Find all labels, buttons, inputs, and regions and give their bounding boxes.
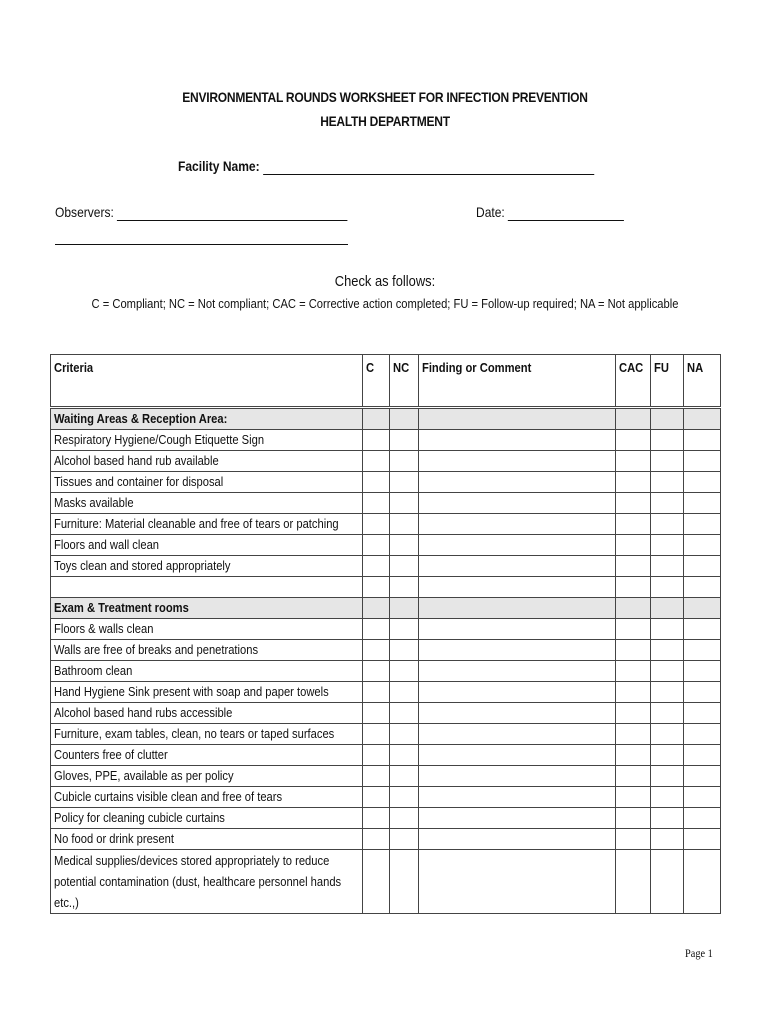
nc-cell[interactable] <box>390 661 419 682</box>
blank-row <box>51 577 721 598</box>
table-row <box>51 703 721 724</box>
criteria-cell <box>51 808 363 829</box>
cac-cell[interactable] <box>616 619 651 640</box>
rounds-table-wrapper <box>50 354 720 914</box>
c-cell[interactable] <box>363 682 390 703</box>
c-cell[interactable] <box>363 787 390 808</box>
nc-cell[interactable] <box>390 703 419 724</box>
nc-cell[interactable] <box>390 451 419 472</box>
observers-field[interactable] <box>117 204 347 221</box>
criteria-cell <box>51 640 363 661</box>
cac-cell[interactable] <box>616 472 651 493</box>
cac-cell[interactable] <box>616 451 651 472</box>
section-empty-cell <box>684 598 721 619</box>
table-row <box>51 430 721 451</box>
fu-cell[interactable] <box>651 514 684 535</box>
table-row <box>51 829 721 850</box>
fu-cell[interactable] <box>651 535 684 556</box>
c-cell[interactable] <box>363 703 390 724</box>
na-cell[interactable] <box>684 766 721 787</box>
header-nc: NC <box>390 355 419 408</box>
finding-cell[interactable] <box>419 577 616 598</box>
criteria-cell <box>51 850 363 914</box>
finding-cell[interactable] <box>419 808 616 829</box>
fu-cell[interactable] <box>651 577 684 598</box>
c-cell[interactable] <box>363 640 390 661</box>
finding-cell[interactable] <box>419 724 616 745</box>
section-header-row <box>51 408 721 430</box>
finding-cell[interactable] <box>419 535 616 556</box>
header-cac: CAC <box>616 355 651 408</box>
criteria-cell <box>51 619 363 640</box>
nc-cell[interactable] <box>390 472 419 493</box>
section-empty-cell <box>390 408 419 430</box>
finding-cell[interactable] <box>419 703 616 724</box>
na-cell[interactable] <box>684 619 721 640</box>
criteria-text: Gloves, PPE, available as per policy <box>54 768 234 783</box>
na-cell[interactable] <box>684 535 721 556</box>
finding-cell[interactable] <box>419 451 616 472</box>
criteria-cell <box>51 556 363 577</box>
section-empty-cell <box>684 408 721 430</box>
c-cell[interactable] <box>363 577 390 598</box>
criteria-cell <box>51 430 363 451</box>
section-title-text: Exam & Treatment rooms <box>54 600 189 615</box>
page-number: Page 1 <box>685 946 713 960</box>
c-cell[interactable] <box>363 745 390 766</box>
fu-cell[interactable] <box>651 493 684 514</box>
observers-row <box>55 204 348 221</box>
c-cell[interactable] <box>363 430 390 451</box>
na-cell[interactable] <box>684 724 721 745</box>
cac-cell[interactable] <box>616 787 651 808</box>
fu-cell[interactable] <box>651 640 684 661</box>
criteria-text: Alcohol based hand rubs accessible <box>54 705 233 720</box>
nc-cell[interactable] <box>390 493 419 514</box>
c-cell[interactable] <box>363 493 390 514</box>
cac-cell[interactable] <box>616 577 651 598</box>
c-cell[interactable] <box>363 661 390 682</box>
cac-cell[interactable] <box>616 724 651 745</box>
na-cell[interactable] <box>684 451 721 472</box>
nc-cell[interactable] <box>390 724 419 745</box>
fu-cell[interactable] <box>651 703 684 724</box>
fu-cell[interactable] <box>651 850 684 914</box>
criteria-text: Respiratory Hygiene/Cough Etiquette Sign <box>54 432 265 447</box>
section-empty-cell <box>651 598 684 619</box>
section-empty-cell <box>390 598 419 619</box>
table-header-row <box>51 355 721 408</box>
criteria-text: Counters free of clutter <box>54 747 168 762</box>
header-finding: Finding or Comment <box>419 355 616 408</box>
nc-cell[interactable] <box>390 514 419 535</box>
facility-name-label: Facility Name: <box>178 158 260 174</box>
section-header-row <box>51 598 721 619</box>
na-cell[interactable] <box>684 661 721 682</box>
table-row <box>51 472 721 493</box>
section-empty-cell <box>419 408 616 430</box>
criteria-cell <box>51 472 363 493</box>
c-cell[interactable] <box>363 829 390 850</box>
nc-cell[interactable] <box>390 640 419 661</box>
section-empty-cell <box>616 598 651 619</box>
c-cell[interactable] <box>363 556 390 577</box>
facility-name-row <box>178 158 594 175</box>
cac-cell[interactable] <box>616 682 651 703</box>
nc-cell[interactable] <box>390 682 419 703</box>
header-c: C <box>363 355 390 408</box>
na-cell[interactable] <box>684 430 721 451</box>
cac-cell[interactable] <box>616 640 651 661</box>
section-title <box>51 408 363 430</box>
fu-cell[interactable] <box>651 556 684 577</box>
facility-name-field[interactable] <box>263 158 594 175</box>
nc-cell[interactable] <box>390 787 419 808</box>
fu-cell[interactable] <box>651 766 684 787</box>
criteria-text: Hand Hygiene Sink present with soap and paper towels <box>54 684 329 699</box>
nc-cell[interactable] <box>390 850 419 914</box>
criteria-cell <box>51 745 363 766</box>
section-empty-cell <box>363 598 390 619</box>
finding-cell[interactable] <box>419 430 616 451</box>
criteria-cell <box>51 451 363 472</box>
finding-cell[interactable] <box>419 619 616 640</box>
criteria-text: Furniture, exam tables, clean, no tears or taped surfaces <box>54 726 335 741</box>
criteria-cell <box>51 535 363 556</box>
fu-cell[interactable] <box>651 808 684 829</box>
table-row <box>51 766 721 787</box>
cac-cell[interactable] <box>616 850 651 914</box>
na-cell[interactable] <box>684 577 721 598</box>
c-cell[interactable] <box>363 535 390 556</box>
section-title-text: Waiting Areas & Reception Area: <box>54 411 228 426</box>
criteria-text: Masks available <box>54 495 134 510</box>
criteria-cell <box>51 724 363 745</box>
na-cell[interactable] <box>684 472 721 493</box>
criteria-text: Bathroom clean <box>54 663 133 678</box>
cac-cell[interactable] <box>616 808 651 829</box>
nc-cell[interactable] <box>390 556 419 577</box>
fu-cell[interactable] <box>651 430 684 451</box>
c-cell[interactable] <box>363 619 390 640</box>
criteria-text: Policy for cleaning cubicle curtains <box>54 810 225 825</box>
header-fu: FU <box>651 355 684 408</box>
na-cell[interactable] <box>684 850 721 914</box>
table-row <box>51 556 721 577</box>
fu-cell[interactable] <box>651 724 684 745</box>
nc-cell[interactable] <box>390 766 419 787</box>
cac-cell[interactable] <box>616 430 651 451</box>
fu-cell[interactable] <box>651 745 684 766</box>
na-cell[interactable] <box>684 493 721 514</box>
criteria-text: Furniture: Material cleanable and free of tears or patching <box>54 516 339 531</box>
criteria-cell <box>51 514 363 535</box>
section-title <box>51 598 363 619</box>
fu-cell[interactable] <box>651 829 684 850</box>
c-cell[interactable] <box>363 472 390 493</box>
table-row <box>51 787 721 808</box>
check-instructions-title: Check as follows: <box>334 273 436 290</box>
finding-cell[interactable] <box>419 850 616 914</box>
finding-cell[interactable] <box>419 556 616 577</box>
table-row <box>51 451 721 472</box>
finding-cell[interactable] <box>419 745 616 766</box>
department-title: HEALTH DEPARTMENT <box>320 113 450 129</box>
fu-cell[interactable] <box>651 619 684 640</box>
cac-cell[interactable] <box>616 493 651 514</box>
fu-cell[interactable] <box>651 472 684 493</box>
observers-field-line2[interactable] <box>55 244 348 245</box>
finding-cell[interactable] <box>419 829 616 850</box>
table-row <box>51 640 721 661</box>
nc-cell[interactable] <box>390 535 419 556</box>
section-empty-cell <box>363 408 390 430</box>
cac-cell[interactable] <box>616 829 651 850</box>
section-empty-cell <box>419 598 616 619</box>
worksheet-title: ENVIRONMENTAL ROUNDS WORKSHEET FOR INFECTION PREVENTION <box>182 89 588 105</box>
c-cell[interactable] <box>363 451 390 472</box>
na-cell[interactable] <box>684 682 721 703</box>
nc-cell[interactable] <box>390 619 419 640</box>
finding-cell[interactable] <box>419 766 616 787</box>
cac-cell[interactable] <box>616 661 651 682</box>
criteria-cell <box>51 661 363 682</box>
table-body <box>51 408 721 914</box>
check-legend: C = Compliant; NC = Not compliant; CAC = Corrective action completed; FU = Follow-up required; NA = Not applicable <box>91 296 679 311</box>
na-cell[interactable] <box>684 745 721 766</box>
table-row <box>51 850 721 914</box>
criteria-text: Cubicle curtains visible clean and free of tears <box>54 789 283 804</box>
table-row <box>51 745 721 766</box>
c-cell[interactable] <box>363 766 390 787</box>
table-row <box>51 535 721 556</box>
nc-cell[interactable] <box>390 829 419 850</box>
c-cell[interactable] <box>363 850 390 914</box>
finding-cell[interactable] <box>419 787 616 808</box>
criteria-cell <box>51 787 363 808</box>
rounds-table <box>50 354 721 914</box>
cac-cell[interactable] <box>616 556 651 577</box>
criteria-cell <box>51 682 363 703</box>
table-row <box>51 724 721 745</box>
na-cell[interactable] <box>684 640 721 661</box>
cac-cell[interactable] <box>616 514 651 535</box>
date-label: Date: <box>476 204 505 220</box>
na-cell[interactable] <box>684 703 721 724</box>
c-cell[interactable] <box>363 514 390 535</box>
criteria-cell <box>51 703 363 724</box>
criteria-text: Floors & walls clean <box>54 621 154 636</box>
c-cell[interactable] <box>363 724 390 745</box>
na-cell[interactable] <box>684 514 721 535</box>
date-row <box>476 204 624 221</box>
fu-cell[interactable] <box>651 787 684 808</box>
criteria-text: Medical supplies/devices stored appropriately to reduce potential contamination (dust, healthcare personnel hands etc.,) <box>54 853 342 910</box>
na-cell[interactable] <box>684 808 721 829</box>
criteria-text: No food or drink present <box>54 831 174 846</box>
nc-cell[interactable] <box>390 577 419 598</box>
observers-label: Observers: <box>55 204 114 220</box>
section-empty-cell <box>616 408 651 430</box>
table-row <box>51 514 721 535</box>
date-field[interactable] <box>508 204 624 221</box>
header-na: NA <box>684 355 721 408</box>
finding-cell[interactable] <box>419 472 616 493</box>
nc-cell[interactable] <box>390 745 419 766</box>
cac-cell[interactable] <box>616 535 651 556</box>
cac-cell[interactable] <box>616 766 651 787</box>
criteria-text: Tissues and container for disposal <box>54 474 224 489</box>
table-row <box>51 661 721 682</box>
criteria-cell <box>51 766 363 787</box>
cac-cell[interactable] <box>616 703 651 724</box>
na-cell[interactable] <box>684 787 721 808</box>
na-cell[interactable] <box>684 556 721 577</box>
finding-cell[interactable] <box>419 493 616 514</box>
na-cell[interactable] <box>684 829 721 850</box>
finding-cell[interactable] <box>419 661 616 682</box>
nc-cell[interactable] <box>390 808 419 829</box>
table-row <box>51 493 721 514</box>
criteria-text: Alcohol based hand rub available <box>54 453 219 468</box>
header-criteria: Criteria <box>51 355 363 408</box>
table-row <box>51 619 721 640</box>
c-cell[interactable] <box>363 808 390 829</box>
table-row <box>51 682 721 703</box>
finding-cell[interactable] <box>419 682 616 703</box>
section-empty-cell <box>651 408 684 430</box>
table-row <box>51 808 721 829</box>
cac-cell[interactable] <box>616 745 651 766</box>
fu-cell[interactable] <box>651 451 684 472</box>
fu-cell[interactable] <box>651 661 684 682</box>
blank-cell <box>51 577 363 598</box>
criteria-text: Floors and wall clean <box>54 537 160 552</box>
finding-cell[interactable] <box>419 640 616 661</box>
criteria-text: Toys clean and stored appropriately <box>54 558 231 573</box>
criteria-text: Walls are free of breaks and penetrations <box>54 642 259 657</box>
criteria-cell <box>51 829 363 850</box>
fu-cell[interactable] <box>651 682 684 703</box>
criteria-cell <box>51 493 363 514</box>
nc-cell[interactable] <box>390 430 419 451</box>
finding-cell[interactable] <box>419 514 616 535</box>
